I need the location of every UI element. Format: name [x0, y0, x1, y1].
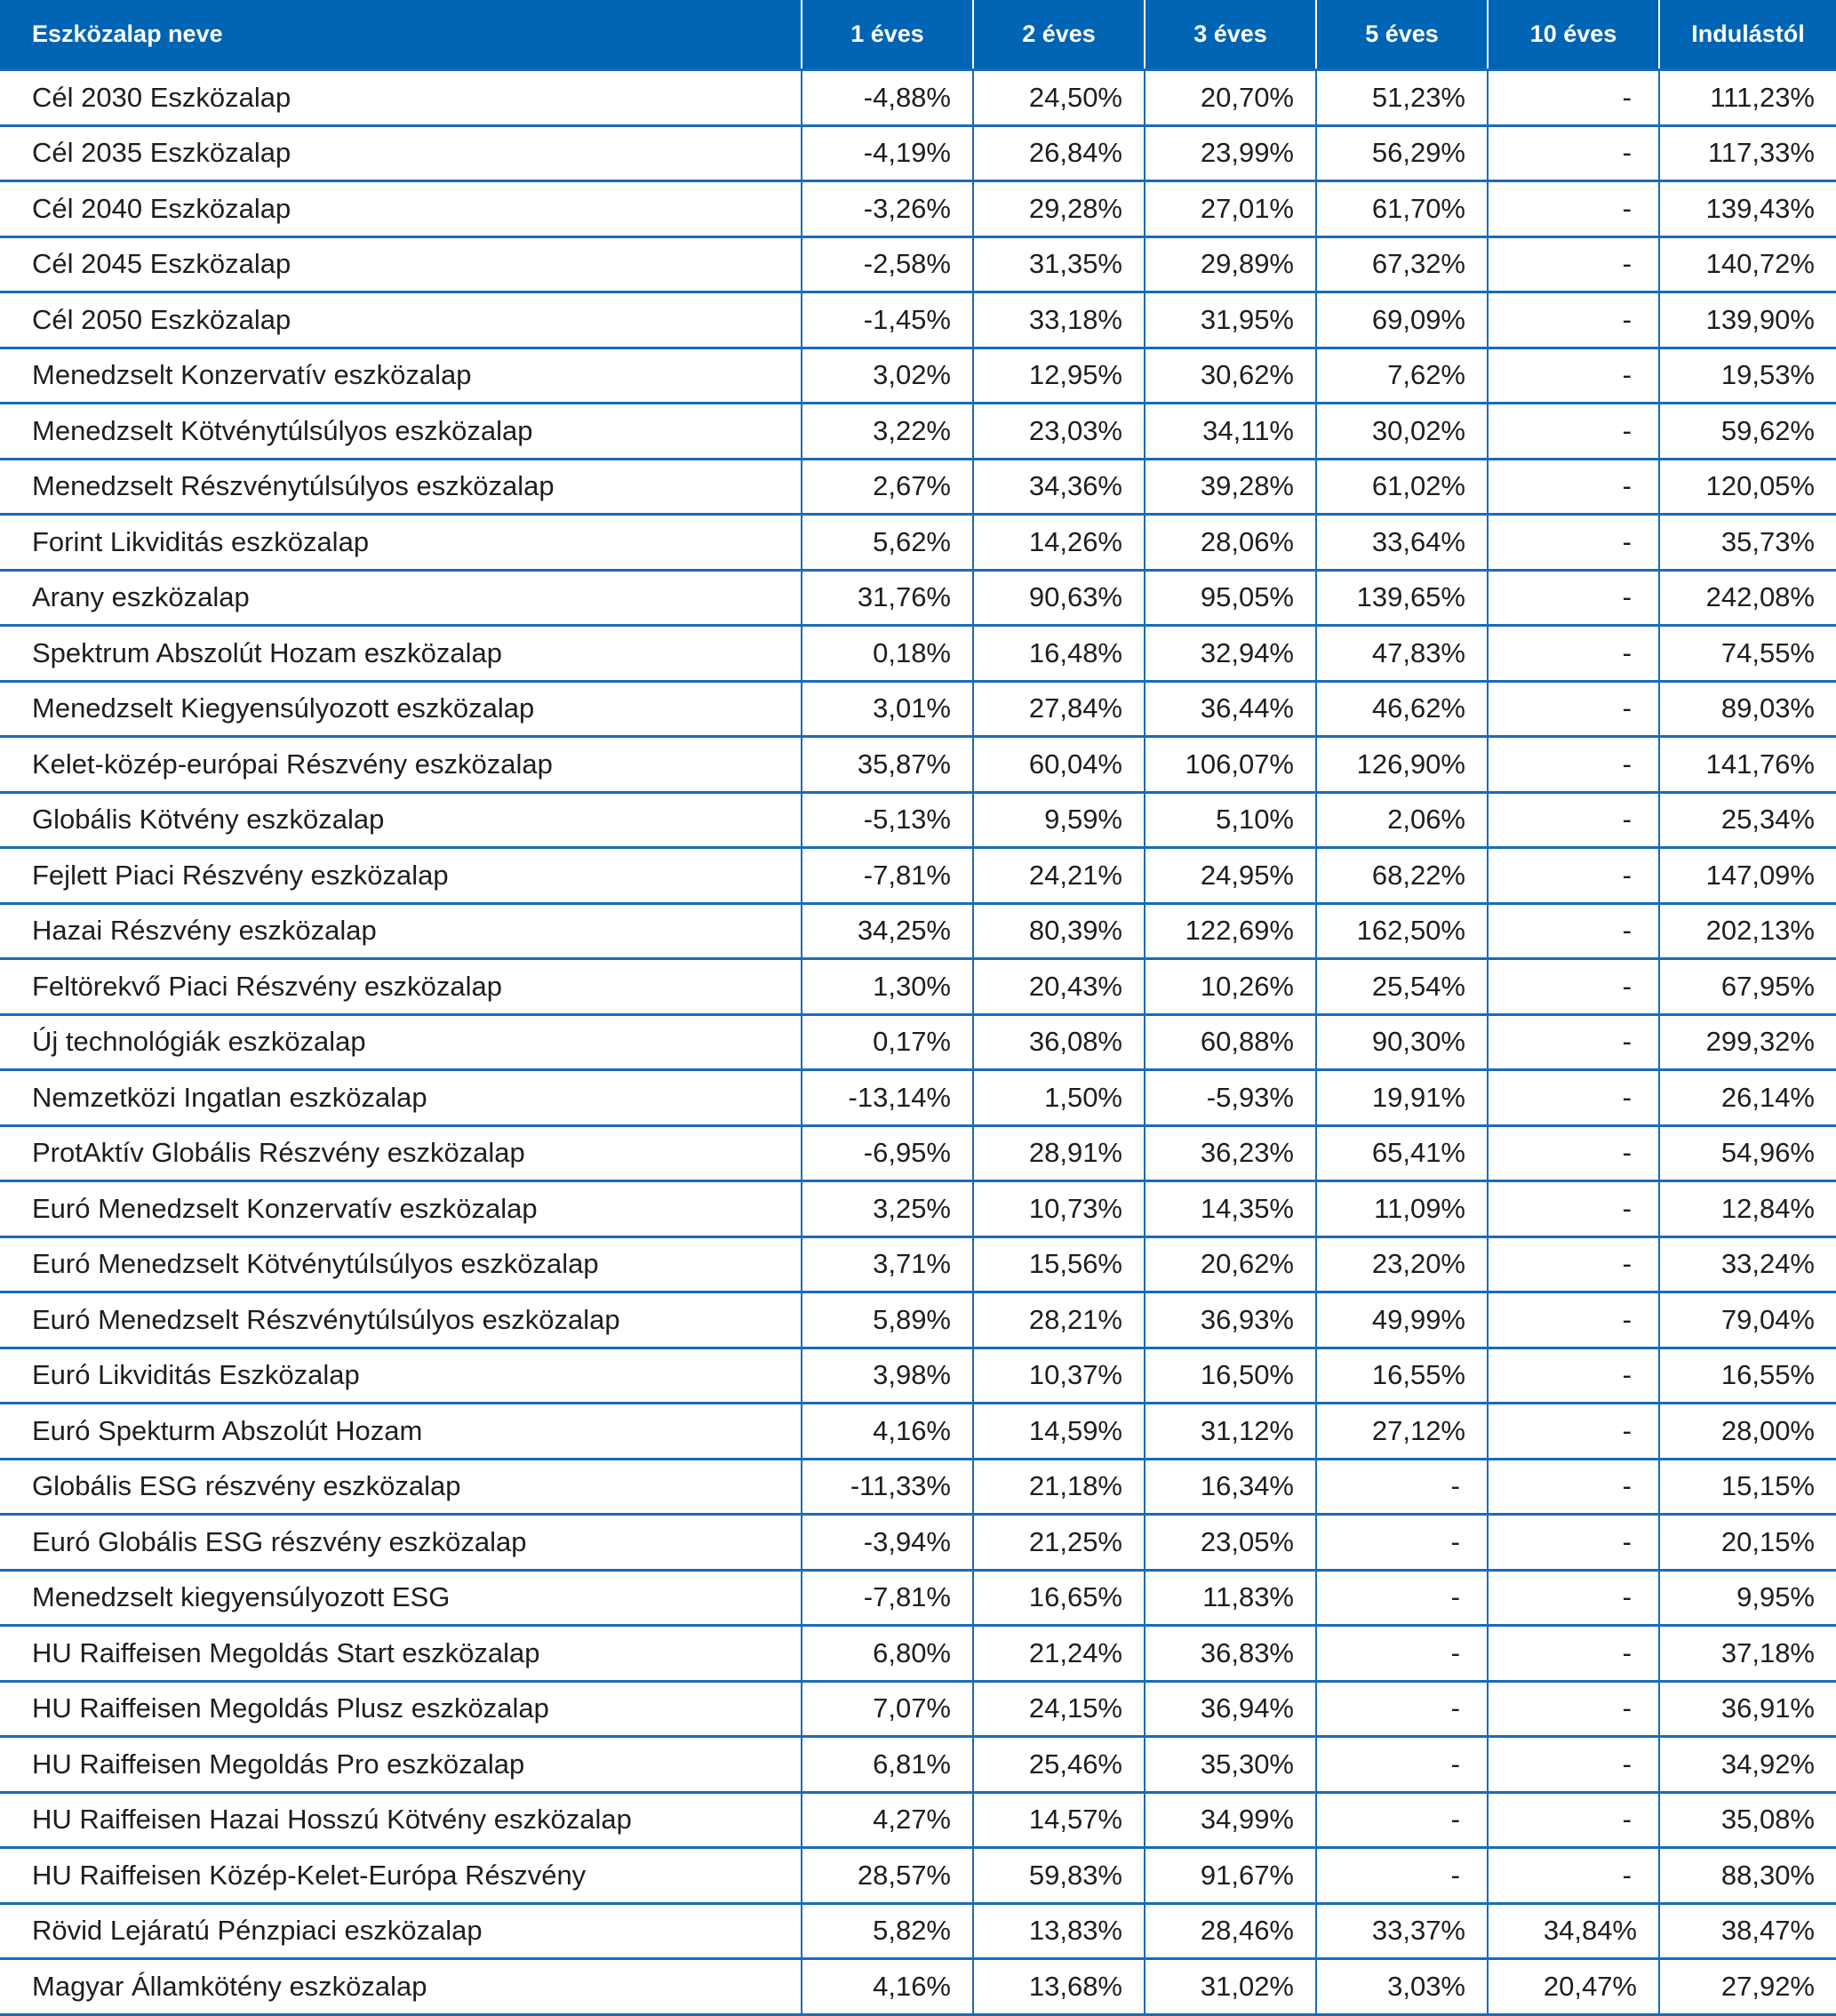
return-1y-cell: 34,25%: [802, 903, 973, 959]
return-2y-cell: 1,50%: [973, 1070, 1145, 1126]
return-3y-cell: 16,34%: [1145, 1459, 1316, 1515]
return-10y-cell: -: [1488, 515, 1659, 571]
return-1y-cell: -3,94%: [802, 1515, 973, 1571]
return-3y-cell: 5,10%: [1145, 792, 1316, 848]
return-5y-cell: 33,37%: [1316, 1903, 1488, 1959]
return-10y-cell: 20,47%: [1488, 1959, 1659, 2015]
table-row: [0, 1570, 1836, 1626]
return-2y-cell: 14,57%: [973, 1792, 1145, 1848]
fund-name-cell: Menedzselt Részvénytúlsúlyos eszközalap: [0, 459, 802, 515]
return-3y-cell: 91,67%: [1145, 1848, 1316, 1904]
return-1y-cell: -6,95%: [802, 1125, 973, 1181]
header-1-year: 1 éves: [802, 0, 973, 70]
return-10y-cell: -: [1488, 404, 1659, 460]
return-5y-cell: -: [1316, 1459, 1488, 1515]
return-5y-cell: 61,70%: [1316, 181, 1488, 237]
return-1y-cell: 6,81%: [802, 1737, 973, 1793]
return-1y-cell: 5,89%: [802, 1292, 973, 1348]
return-1y-cell: 31,76%: [802, 570, 973, 626]
return-1y-cell: 0,17%: [802, 1014, 973, 1070]
fund-name-cell: Menedzselt Konzervatív eszközalap: [0, 348, 802, 404]
fund-name-cell: Rövid Lejáratú Pénzpiaci eszközalap: [0, 1903, 802, 1959]
return-5y-cell: 90,30%: [1316, 1014, 1488, 1070]
return-5y-cell: 2,06%: [1316, 792, 1488, 848]
return-10y-cell: -: [1488, 792, 1659, 848]
return-2y-cell: 12,95%: [973, 348, 1145, 404]
return-5y-cell: 25,54%: [1316, 959, 1488, 1015]
return-since-inception-cell: 242,08%: [1659, 570, 1836, 626]
return-1y-cell: 35,87%: [802, 737, 973, 793]
return-since-inception-cell: 141,76%: [1659, 737, 1836, 793]
return-3y-cell: 16,50%: [1145, 1348, 1316, 1404]
return-1y-cell: 2,67%: [802, 459, 973, 515]
return-since-inception-cell: 120,05%: [1659, 459, 1836, 515]
return-3y-cell: 29,89%: [1145, 236, 1316, 292]
return-3y-cell: 36,44%: [1145, 681, 1316, 737]
fund-name-cell: Nemzetközi Ingatlan eszközalap: [0, 1070, 802, 1126]
return-since-inception-cell: 38,47%: [1659, 1903, 1836, 1959]
header-2-year: 2 éves: [973, 0, 1145, 70]
return-3y-cell: 31,12%: [1145, 1404, 1316, 1460]
header-5-year: 5 éves: [1316, 0, 1488, 70]
return-3y-cell: 36,94%: [1145, 1681, 1316, 1737]
return-10y-cell: -: [1488, 70, 1659, 126]
return-since-inception-cell: 36,91%: [1659, 1681, 1836, 1737]
fund-name-cell: Hazai Részvény eszközalap: [0, 903, 802, 959]
return-since-inception-cell: 74,55%: [1659, 626, 1836, 682]
return-3y-cell: 35,30%: [1145, 1737, 1316, 1793]
return-3y-cell: 60,88%: [1145, 1014, 1316, 1070]
table-body: [0, 70, 1836, 2015]
fund-name-cell: Cél 2050 Eszközalap: [0, 292, 802, 348]
fund-name-cell: HU Raiffeisen Megoldás Start eszközalap: [0, 1626, 802, 1682]
return-3y-cell: 23,05%: [1145, 1515, 1316, 1571]
return-2y-cell: 14,59%: [973, 1404, 1145, 1460]
return-3y-cell: 20,70%: [1145, 70, 1316, 126]
return-2y-cell: 24,21%: [973, 848, 1145, 904]
return-5y-cell: -: [1316, 1515, 1488, 1571]
return-10y-cell: -: [1488, 459, 1659, 515]
return-1y-cell: 3,71%: [802, 1236, 973, 1292]
return-1y-cell: -13,14%: [802, 1070, 973, 1126]
return-since-inception-cell: 140,72%: [1659, 236, 1836, 292]
return-3y-cell: 31,95%: [1145, 292, 1316, 348]
return-10y-cell: -: [1488, 848, 1659, 904]
fund-name-cell: Euró Globális ESG részvény eszközalap: [0, 1515, 802, 1571]
return-10y-cell: -: [1488, 1014, 1659, 1070]
fund-name-cell: Euró Menedzselt Konzervatív eszközalap: [0, 1181, 802, 1237]
return-5y-cell: 56,29%: [1316, 125, 1488, 181]
table-row: [0, 1903, 1836, 1959]
return-5y-cell: 162,50%: [1316, 903, 1488, 959]
header-row: [0, 0, 1836, 70]
return-2y-cell: 24,15%: [973, 1681, 1145, 1737]
return-10y-cell: -: [1488, 1626, 1659, 1682]
return-3y-cell: 31,02%: [1145, 1959, 1316, 2015]
return-10y-cell: -: [1488, 570, 1659, 626]
return-10y-cell: -: [1488, 181, 1659, 237]
return-1y-cell: 3,25%: [802, 1181, 973, 1237]
return-3y-cell: 30,62%: [1145, 348, 1316, 404]
return-since-inception-cell: 67,95%: [1659, 959, 1836, 1015]
return-since-inception-cell: 147,09%: [1659, 848, 1836, 904]
return-2y-cell: 25,46%: [973, 1737, 1145, 1793]
return-1y-cell: 3,02%: [802, 348, 973, 404]
return-1y-cell: 3,22%: [802, 404, 973, 460]
return-10y-cell: -: [1488, 1404, 1659, 1460]
return-since-inception-cell: 299,32%: [1659, 1014, 1836, 1070]
table-row: [0, 236, 1836, 292]
return-5y-cell: 33,64%: [1316, 515, 1488, 571]
table-row: [0, 626, 1836, 682]
return-since-inception-cell: 117,33%: [1659, 125, 1836, 181]
fund-name-cell: Cél 2030 Eszközalap: [0, 70, 802, 126]
return-2y-cell: 36,08%: [973, 1014, 1145, 1070]
return-3y-cell: 32,94%: [1145, 626, 1316, 682]
return-since-inception-cell: 35,08%: [1659, 1792, 1836, 1848]
fund-name-cell: Spektrum Abszolút Hozam eszközalap: [0, 626, 802, 682]
table-row: [0, 1404, 1836, 1460]
fund-name-cell: Új technológiák eszközalap: [0, 1014, 802, 1070]
return-2y-cell: 31,35%: [973, 236, 1145, 292]
return-3y-cell: 10,26%: [1145, 959, 1316, 1015]
return-2y-cell: 20,43%: [973, 959, 1145, 1015]
return-since-inception-cell: 139,43%: [1659, 181, 1836, 237]
return-10y-cell: -: [1488, 626, 1659, 682]
table-row: [0, 1681, 1836, 1737]
table-row: [0, 903, 1836, 959]
return-1y-cell: 5,82%: [802, 1903, 973, 1959]
fund-name-cell: Feltörekvő Piaci Részvény eszközalap: [0, 959, 802, 1015]
return-10y-cell: -: [1488, 1681, 1659, 1737]
return-since-inception-cell: 19,53%: [1659, 348, 1836, 404]
return-since-inception-cell: 25,34%: [1659, 792, 1836, 848]
return-10y-cell: -: [1488, 1848, 1659, 1904]
return-10y-cell: -: [1488, 1181, 1659, 1237]
header-since-inception: Indulástól: [1659, 0, 1836, 70]
fund-name-cell: Menedzselt Kötvénytúlsúlyos eszközalap: [0, 404, 802, 460]
table-row: [0, 70, 1836, 126]
return-5y-cell: -: [1316, 1737, 1488, 1793]
table-row: [0, 737, 1836, 793]
table-header: [0, 0, 1836, 70]
return-3y-cell: 36,23%: [1145, 1125, 1316, 1181]
fund-name-cell: Euró Likviditás Eszközalap: [0, 1348, 802, 1404]
table-row: [0, 1792, 1836, 1848]
return-5y-cell: -: [1316, 1792, 1488, 1848]
return-2y-cell: 80,39%: [973, 903, 1145, 959]
return-5y-cell: 68,22%: [1316, 848, 1488, 904]
fund-name-cell: HU Raiffeisen Hazai Hosszú Kötvény eszközalap: [0, 1792, 802, 1848]
return-5y-cell: -: [1316, 1626, 1488, 1682]
return-1y-cell: -2,58%: [802, 236, 973, 292]
table-row: [0, 181, 1836, 237]
return-10y-cell: -: [1488, 903, 1659, 959]
return-1y-cell: 0,18%: [802, 626, 973, 682]
fund-name-cell: Arany eszközalap: [0, 570, 802, 626]
return-since-inception-cell: 111,23%: [1659, 70, 1836, 126]
table-row: [0, 1737, 1836, 1793]
return-10y-cell: -: [1488, 1737, 1659, 1793]
fund-name-cell: Euró Menedzselt Kötvénytúlsúlyos eszközalap: [0, 1236, 802, 1292]
return-since-inception-cell: 16,55%: [1659, 1348, 1836, 1404]
return-1y-cell: 6,80%: [802, 1626, 973, 1682]
return-10y-cell: -: [1488, 681, 1659, 737]
return-2y-cell: 9,59%: [973, 792, 1145, 848]
return-5y-cell: -: [1316, 1570, 1488, 1626]
table-row: [0, 792, 1836, 848]
return-2y-cell: 28,91%: [973, 1125, 1145, 1181]
return-3y-cell: 23,99%: [1145, 125, 1316, 181]
fund-name-cell: ProtAktív Globális Részvény eszközalap: [0, 1125, 802, 1181]
return-10y-cell: -: [1488, 292, 1659, 348]
table-row: [0, 1626, 1836, 1682]
return-since-inception-cell: 27,92%: [1659, 1959, 1836, 2015]
return-5y-cell: 30,02%: [1316, 404, 1488, 460]
fund-name-cell: Cél 2040 Eszközalap: [0, 181, 802, 237]
return-since-inception-cell: 37,18%: [1659, 1626, 1836, 1682]
return-5y-cell: 47,83%: [1316, 626, 1488, 682]
table-row: [0, 1070, 1836, 1126]
return-1y-cell: -4,19%: [802, 125, 973, 181]
return-10y-cell: -: [1488, 1348, 1659, 1404]
return-since-inception-cell: 28,00%: [1659, 1404, 1836, 1460]
return-5y-cell: -: [1316, 1681, 1488, 1737]
return-3y-cell: 14,35%: [1145, 1181, 1316, 1237]
return-since-inception-cell: 9,95%: [1659, 1570, 1836, 1626]
return-1y-cell: 4,27%: [802, 1792, 973, 1848]
return-3y-cell: 11,83%: [1145, 1570, 1316, 1626]
return-3y-cell: 28,46%: [1145, 1903, 1316, 1959]
fund-name-cell: Globális ESG részvény eszközalap: [0, 1459, 802, 1515]
table-row: [0, 1848, 1836, 1904]
fund-name-cell: Euró Spekturm Abszolút Hozam: [0, 1404, 802, 1460]
return-1y-cell: 3,01%: [802, 681, 973, 737]
return-10y-cell: -: [1488, 737, 1659, 793]
fund-name-cell: HU Raiffeisen Közép-Kelet-Európa Részvény: [0, 1848, 802, 1904]
return-2y-cell: 21,18%: [973, 1459, 1145, 1515]
return-3y-cell: 34,11%: [1145, 404, 1316, 460]
fund-name-cell: Fejlett Piaci Részvény eszközalap: [0, 848, 802, 904]
return-2y-cell: 59,83%: [973, 1848, 1145, 1904]
return-5y-cell: 61,02%: [1316, 459, 1488, 515]
table-row: [0, 848, 1836, 904]
return-1y-cell: -5,13%: [802, 792, 973, 848]
return-5y-cell: 11,09%: [1316, 1181, 1488, 1237]
fund-name-cell: Cél 2035 Eszközalap: [0, 125, 802, 181]
table-row: [0, 404, 1836, 460]
fund-name-cell: Cél 2045 Eszközalap: [0, 236, 802, 292]
return-since-inception-cell: 34,92%: [1659, 1737, 1836, 1793]
return-since-inception-cell: 59,62%: [1659, 404, 1836, 460]
return-1y-cell: 3,98%: [802, 1348, 973, 1404]
table-row: [0, 1181, 1836, 1237]
fund-name-cell: Magyar Államkötény eszközalap: [0, 1959, 802, 2015]
table-row: [0, 681, 1836, 737]
return-2y-cell: 10,37%: [973, 1348, 1145, 1404]
return-5y-cell: 19,91%: [1316, 1070, 1488, 1126]
return-5y-cell: 51,23%: [1316, 70, 1488, 126]
return-3y-cell: 28,06%: [1145, 515, 1316, 571]
return-5y-cell: 65,41%: [1316, 1125, 1488, 1181]
header-3-year: 3 éves: [1145, 0, 1316, 70]
table-row: [0, 959, 1836, 1015]
header-10-year: 10 éves: [1488, 0, 1659, 70]
return-2y-cell: 10,73%: [973, 1181, 1145, 1237]
fund-name-cell: Menedzselt kiegyensúlyozott ESG: [0, 1570, 802, 1626]
return-2y-cell: 14,26%: [973, 515, 1145, 571]
header-fund-name: Eszközalap neve: [0, 0, 802, 70]
return-2y-cell: 21,25%: [973, 1515, 1145, 1571]
table-row: [0, 459, 1836, 515]
fund-name-cell: Forint Likviditás eszközalap: [0, 515, 802, 571]
return-3y-cell: 27,01%: [1145, 181, 1316, 237]
return-since-inception-cell: 26,14%: [1659, 1070, 1836, 1126]
return-10y-cell: -: [1488, 125, 1659, 181]
return-since-inception-cell: 15,15%: [1659, 1459, 1836, 1515]
return-5y-cell: 49,99%: [1316, 1292, 1488, 1348]
return-since-inception-cell: 20,15%: [1659, 1515, 1836, 1571]
return-1y-cell: -3,26%: [802, 181, 973, 237]
return-10y-cell: -: [1488, 1070, 1659, 1126]
table-row: [0, 1292, 1836, 1348]
return-10y-cell: -: [1488, 1792, 1659, 1848]
fund-name-cell: HU Raiffeisen Megoldás Plusz eszközalap: [0, 1681, 802, 1737]
return-1y-cell: -7,81%: [802, 1570, 973, 1626]
return-10y-cell: -: [1488, 236, 1659, 292]
return-3y-cell: 34,99%: [1145, 1792, 1316, 1848]
fund-name-cell: Globális Kötvény eszközalap: [0, 792, 802, 848]
return-5y-cell: 46,62%: [1316, 681, 1488, 737]
return-since-inception-cell: 89,03%: [1659, 681, 1836, 737]
return-3y-cell: 106,07%: [1145, 737, 1316, 793]
return-1y-cell: -7,81%: [802, 848, 973, 904]
return-5y-cell: -: [1316, 1848, 1488, 1904]
return-1y-cell: 1,30%: [802, 959, 973, 1015]
return-3y-cell: 20,62%: [1145, 1236, 1316, 1292]
return-2y-cell: 13,68%: [973, 1959, 1145, 2015]
return-1y-cell: 5,62%: [802, 515, 973, 571]
return-10y-cell: -: [1488, 1459, 1659, 1515]
return-2y-cell: 15,56%: [973, 1236, 1145, 1292]
return-2y-cell: 26,84%: [973, 125, 1145, 181]
table-row: [0, 125, 1836, 181]
table-row: [0, 1348, 1836, 1404]
return-10y-cell: -: [1488, 348, 1659, 404]
return-3y-cell: 24,95%: [1145, 848, 1316, 904]
return-since-inception-cell: 12,84%: [1659, 1181, 1836, 1237]
return-since-inception-cell: 139,90%: [1659, 292, 1836, 348]
return-2y-cell: 24,50%: [973, 70, 1145, 126]
return-1y-cell: -1,45%: [802, 292, 973, 348]
return-10y-cell: -: [1488, 959, 1659, 1015]
return-1y-cell: -11,33%: [802, 1459, 973, 1515]
table-row: [0, 1459, 1836, 1515]
return-2y-cell: 90,63%: [973, 570, 1145, 626]
return-3y-cell: 95,05%: [1145, 570, 1316, 626]
return-5y-cell: 139,65%: [1316, 570, 1488, 626]
return-1y-cell: -4,88%: [802, 70, 973, 126]
return-2y-cell: 16,48%: [973, 626, 1145, 682]
return-10y-cell: -: [1488, 1292, 1659, 1348]
return-5y-cell: 126,90%: [1316, 737, 1488, 793]
return-5y-cell: 27,12%: [1316, 1404, 1488, 1460]
return-2y-cell: 23,03%: [973, 404, 1145, 460]
return-since-inception-cell: 79,04%: [1659, 1292, 1836, 1348]
return-3y-cell: 36,83%: [1145, 1626, 1316, 1682]
return-10y-cell: 34,84%: [1488, 1903, 1659, 1959]
return-10y-cell: -: [1488, 1570, 1659, 1626]
return-3y-cell: 122,69%: [1145, 903, 1316, 959]
return-2y-cell: 34,36%: [973, 459, 1145, 515]
return-2y-cell: 27,84%: [973, 681, 1145, 737]
fund-name-cell: Menedzselt Kiegyensúlyozott eszközalap: [0, 681, 802, 737]
return-10y-cell: -: [1488, 1125, 1659, 1181]
return-2y-cell: 13,83%: [973, 1903, 1145, 1959]
return-since-inception-cell: 54,96%: [1659, 1125, 1836, 1181]
return-1y-cell: 4,16%: [802, 1959, 973, 2015]
return-since-inception-cell: 33,24%: [1659, 1236, 1836, 1292]
return-2y-cell: 21,24%: [973, 1626, 1145, 1682]
return-3y-cell: 36,93%: [1145, 1292, 1316, 1348]
return-2y-cell: 16,65%: [973, 1570, 1145, 1626]
return-5y-cell: 16,55%: [1316, 1348, 1488, 1404]
return-3y-cell: -5,93%: [1145, 1070, 1316, 1126]
return-since-inception-cell: 88,30%: [1659, 1848, 1836, 1904]
table-row: [0, 1125, 1836, 1181]
return-5y-cell: 3,03%: [1316, 1959, 1488, 2015]
return-3y-cell: 39,28%: [1145, 459, 1316, 515]
return-2y-cell: 28,21%: [973, 1292, 1145, 1348]
return-5y-cell: 23,20%: [1316, 1236, 1488, 1292]
fund-name-cell: Kelet-közép-európai Részvény eszközalap: [0, 737, 802, 793]
return-since-inception-cell: 202,13%: [1659, 903, 1836, 959]
table-row: [0, 1014, 1836, 1070]
return-2y-cell: 33,18%: [973, 292, 1145, 348]
table-row: [0, 348, 1836, 404]
return-10y-cell: -: [1488, 1515, 1659, 1571]
fund-name-cell: HU Raiffeisen Megoldás Pro eszközalap: [0, 1737, 802, 1793]
return-5y-cell: 7,62%: [1316, 348, 1488, 404]
table-row: [0, 1515, 1836, 1571]
table-row: [0, 292, 1836, 348]
return-2y-cell: 60,04%: [973, 737, 1145, 793]
return-5y-cell: 69,09%: [1316, 292, 1488, 348]
return-5y-cell: 67,32%: [1316, 236, 1488, 292]
return-1y-cell: 4,16%: [802, 1404, 973, 1460]
table-row: [0, 515, 1836, 571]
table-row: [0, 1236, 1836, 1292]
return-10y-cell: -: [1488, 1236, 1659, 1292]
table-row: [0, 570, 1836, 626]
return-since-inception-cell: 35,73%: [1659, 515, 1836, 571]
return-1y-cell: 7,07%: [802, 1681, 973, 1737]
return-2y-cell: 29,28%: [973, 181, 1145, 237]
fund-name-cell: Euró Menedzselt Részvénytúlsúlyos eszközalap: [0, 1292, 802, 1348]
return-1y-cell: 28,57%: [802, 1848, 973, 1904]
